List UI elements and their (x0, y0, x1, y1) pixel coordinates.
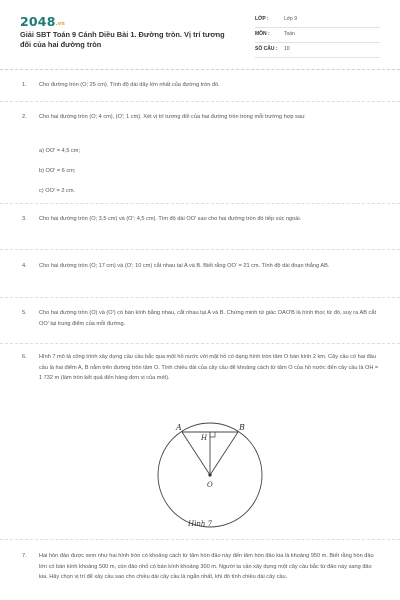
question-text: Hai hòn đảo được xem như hai hình tròn có khoảng cách từ tâm hòn đảo này đến tâm hòn đảo kia là khoảng 950 m. Biết rằng hòn đảo lớn có bán kính khoảng 500 m, còn đảo nhỏ có bán kính khoảng 300 m. Người ta cần xây dựng một cây cầu bắc từ đảo này sang đảo kia. Hãy chọn vị trí để xây cầu sao cho chiều dài cây cầu là ngắn nhất, khi đó tính chiều dài cây cầu. (39, 553, 374, 580)
meta-row-count (255, 45, 380, 58)
meta-label: MÔN : (255, 31, 270, 37)
header-divider (0, 69, 400, 70)
question-number: 7. (22, 553, 27, 559)
divider (0, 539, 400, 540)
divider (0, 101, 400, 102)
question-number: 4. (22, 263, 27, 269)
question-number: 6. (22, 354, 27, 360)
question-sub: c) OO' = 2 cm. (39, 188, 76, 194)
meta-row-subject (255, 30, 380, 43)
question-text: Cho hai đường tròn (O; 17 cm) và (O'; 10 cm) cắt nhau tại A và B. Biết rằng OO' = 21 cm. Tính độ dài đoạn thẳng AB. (39, 263, 330, 269)
question-text: Hình 7 mô tả công trình xây dựng cầu cầu bắc qua một hồ nước với mặt hồ có dạng hình tròn tâm O bán kính 2 km. Cây cầu có hai đầu cầu là hai điểm A, B nằm trên đường tròn tâm O. Tính chiều dài của cây cầu để khoảng cách từ tâm O của hồ nước đến cây cầu là OH = 1 732 m (làm tròn kết quả đến hàng đơn vị của mét). (39, 354, 379, 381)
question-sub: b) OO' = 6 cm; (39, 168, 76, 174)
right-angle-mark (210, 432, 215, 437)
meta-value: Lớp 9 (284, 16, 298, 22)
meta-table (255, 15, 380, 60)
question-text: Cho đường tròn (O; 25 cm). Tính độ dài dây lớn nhất của đường tròn đó. (39, 82, 220, 88)
page-header (0, 0, 400, 60)
question-number: 3. (22, 216, 27, 222)
question-number: 5. (22, 310, 27, 316)
meta-label: SỐ CÂU : (255, 46, 278, 52)
question-text: Cho hai đường tròn (O) và (O') có bán kính bằng nhau, cắt nhau tại A và B. Chứng minh tứ giác OAO'B là hình thoi; từ đó, suy ra AB cắt OO' tại trung điểm của mỗi đường. (39, 310, 377, 327)
figure-caption: Hình 7 (188, 520, 213, 528)
question-number: 1. (22, 82, 27, 88)
label-o: O (207, 481, 213, 489)
logo-main: 2048 (20, 14, 56, 29)
center-point (208, 473, 211, 476)
label-a: A (176, 423, 182, 432)
page-title: Giải SBT Toán 9 Cánh Diều Bài 1. Đường tròn. Vị trí tương đối của hai đường tròn (20, 30, 225, 49)
site-logo[interactable] (20, 14, 65, 29)
question-sub: a) OO' = 4,5 cm; (39, 148, 81, 154)
divider (0, 297, 400, 298)
label-b: B (239, 423, 245, 432)
divider (0, 343, 400, 344)
meta-value: 10 (284, 46, 290, 52)
divider (0, 203, 400, 204)
radius-ob (210, 432, 238, 475)
meta-label: LỚP : (255, 16, 269, 22)
divider (0, 249, 400, 250)
meta-value: Toán (284, 31, 295, 37)
meta-row-class (255, 15, 380, 28)
label-h: H (201, 434, 208, 442)
question-text: Cho hai đường tròn (O; 3,5 cm) và (O'; 4,5 cm). Tìm độ dài OO' sao cho hai đường tròn đó tiếp xúc ngoài. (39, 216, 302, 222)
question-text: Cho hai đường tròn (O; 4 cm), (O'; 1 cm). Xét vị trí tương đối của hai đường tròn trong mỗi trường hợp sau: (39, 114, 306, 120)
question-number: 2. (22, 114, 27, 120)
figure-circle-bridge (150, 408, 270, 530)
logo-tld: .vn (55, 21, 65, 27)
